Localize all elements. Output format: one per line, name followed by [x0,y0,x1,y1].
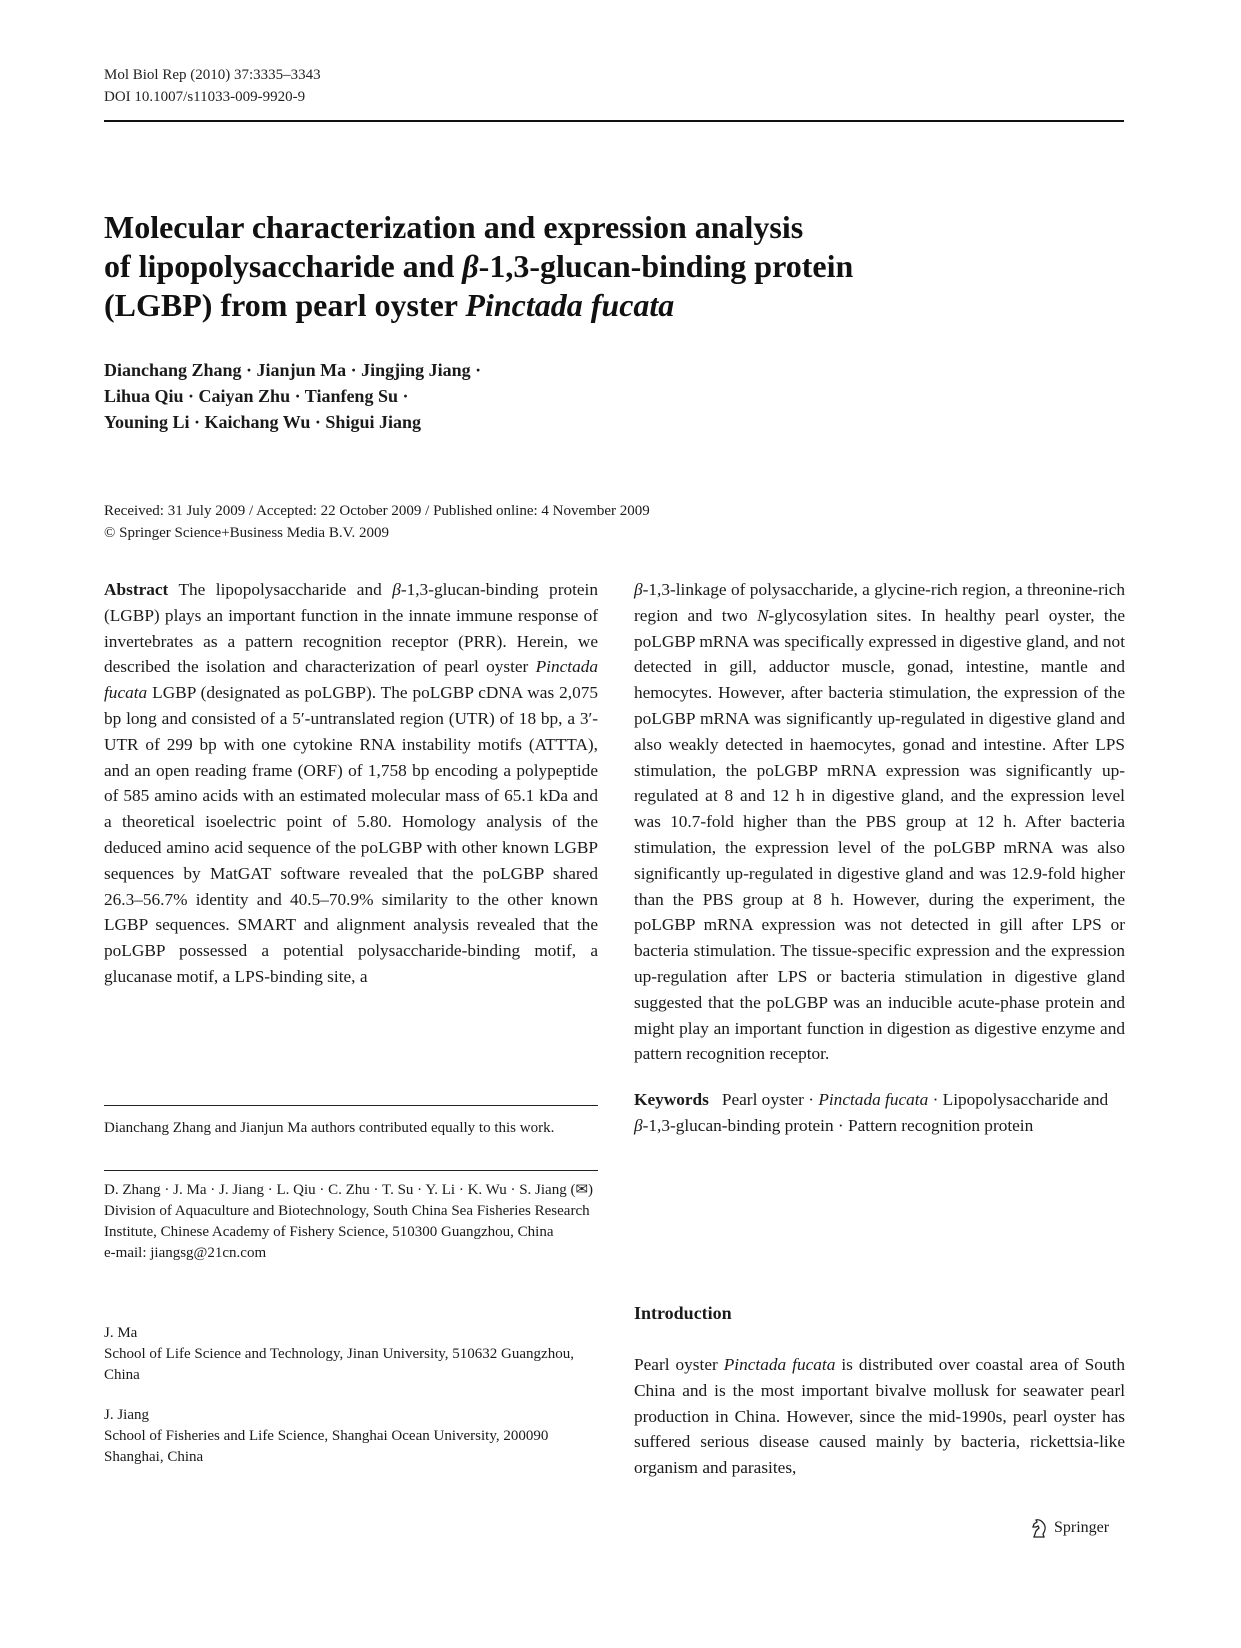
beta-symbol: β [462,248,479,284]
author-list [104,357,824,435]
author-line: Youning Li · Kaichang Wu · Shigui Jiang [104,412,421,432]
corresponding-email[interactable]: e-mail: jiangsg@21cn.com [104,1245,267,1261]
publisher-name: Springer [1054,1519,1110,1536]
received-accepted-published: Received: 31 July 2009 / Accepted: 22 October 2009 / Published online: 4 November 2009 [104,503,650,519]
affiliation-address: School of Fisheries and Life Science, Shanghai Ocean University, 200090 Shanghai, China [104,1428,549,1465]
abstract-paragraph: Abstract The lipopolysaccharide and β-1,3-glucan-binding protein (LGBP) plays an important function in the innate immune response of invertebrates as a pattern recognition receptor (PRR). Herein, we described the isolation and characterization of pearl oyster Pinctada fucata LGBP (designated as poLGBP). The poLGBP cDNA was 2,075 bp long and consisted of a 5′-untranslated region (UTR) of 18 bp, a 3′-UTR of 299 bp with one cytokine RNA instability motifs (ATTTA), and an open reading frame (ORF) of 1,758 bp encoding a polypeptide of 585 amino acids with an estimated molecular mass of 65.1 kDa and a theoretical isoelectric point of 5.80. Homology analysis of the deduced amino acid sequence of the poLGBP with other known LGBP sequences by MatGAT software revealed that the poLGBP shared 26.3–56.7% identity and 40.5–70.9% similarity to the other known LGBP sequences. SMART and alignment analysis revealed that the poLGBP possessed a potential polysaccharide-binding motif, a glucanase motif, a LPS-binding site, a [104,580,598,986]
publisher-logo [1030,1518,1109,1538]
equal-contribution-note: Dianchang Zhang and Jianjun Ma authors contributed equally to this work. [104,1120,555,1136]
footnote-rule [104,1170,598,1171]
affiliation-author: J. Jiang [104,1407,149,1423]
title-line-1: Molecular characterization and expression analysis [104,209,804,245]
affiliation-1 [104,1180,598,1264]
affiliation-address: School of Life Science and Technology, Jinan University, 510632 Guangzhou, China [104,1346,574,1383]
affiliation-author: J. Ma [104,1325,138,1341]
introduction-paragraph [634,1352,1125,1481]
affiliation-2 [104,1323,598,1386]
species-name: Pinctada fucata [818,1090,929,1110]
species-name: Pinctada fucata [104,657,598,703]
springer-knight-icon [1030,1518,1048,1538]
mail-icon: (✉) [570,1182,594,1198]
beta-symbol: β [634,1115,643,1135]
publication-dates [104,500,1004,544]
paper-title [104,208,984,325]
keywords-label: Keywords [634,1090,709,1110]
introduction-text: Pearl oyster Pinctada fucata is distributed over coastal area of South China and is the most important bivalve mollusk for seawater pearl production in China. However, since the mid-1990s, pearl oyster has suffered serious disease caused mainly by bacteria, rickettsia-like organism and parasites, [634,1355,1125,1478]
journal-citation: Mol Biol Rep (2010) 37:3335–3343 [104,67,321,83]
title-line-2: of lipopolysaccharide and β-1,3-glucan-binding protein [104,248,854,284]
copyright: © Springer Science+Business Media B.V. 2009 [104,525,389,541]
species-name: Pinctada fucata [465,287,675,323]
author-line: Lihua Qiu · Caiyan Zhu · Tianfeng Su · [104,386,409,406]
affiliation-address: Division of Aquaculture and Biotechnology, South China Sea Fisheries Research Institute, Chinese Academy of Fishery Science, 510300 Guangzhou, China [104,1203,590,1240]
footnote-rule [104,1105,598,1106]
beta-symbol: β [392,580,401,599]
doi[interactable]: DOI 10.1007/s11033-009-9920-9 [104,89,306,105]
beta-symbol: β [634,580,643,599]
abstract-continuation: β-1,3-linkage of polysaccharide, a glycine-rich region, a threonine-rich region and two N-glycosylation sites. In healthy pearl oyster, the poLGBP mRNA was specifically expressed in digestive gland, and not detected in gill, adductor muscle, gonad, intestine, mantle and hemocytes. However, after bacteria stimulation, the expression of the poLGBP mRNA was significantly up-regulated in digestive gland and also weakly detected in haemocytes, gonad and intestine. After LPS stimulation, the poLGBP mRNA expression was significantly up-regulated at 8 and 12 h in digestive gland, and the expression level was 10.7-fold higher than the PBS group at 12 h. After bacteria stimulation, the expression level of the poLGBP mRNA was also significantly up-regulated in digestive gland and was 12.9-fold higher than the PBS group at 8 h. However, during the experiment, the poLGBP mRNA expression was not detected in gill after LPS or bacteria stimulation. The tissue-specific expression and the expression up-regulation after LPS or bacteria stimulation in digestive gland suggested that the poLGBP was an inducible acute-phase protein and might play an important function in digestion as digestive enzyme and pattern recognition receptor. [634,580,1126,1064]
affiliation-3 [104,1405,598,1468]
keywords: Keywords Pearl oyster · Pinctada fucata · Lipopolysaccharide and β-1,3-glucan-binding protein · Pattern recognition protein [634,1090,1109,1135]
section-heading-introduction: Introduction [634,1303,732,1323]
abstract-label: Abstract [104,580,169,599]
species-name: Pinctada fucata [723,1355,836,1374]
affiliation-authors: D. Zhang · J. Ma · J. Jiang · L. Qiu · C. Zhu · T. Su · Y. Li · K. Wu · S. Jiang (✉) [104,1182,594,1198]
author-line: Dianchang Zhang · Jianjun Ma · Jingjing Jiang · [104,360,482,380]
header-rule [104,120,1124,122]
abstract-right-column [634,577,1125,1139]
abstract-left-column [104,577,598,990]
n-symbol: N [756,605,769,625]
title-line-3: (LGBP) from pearl oyster Pinctada fucata [104,287,675,323]
